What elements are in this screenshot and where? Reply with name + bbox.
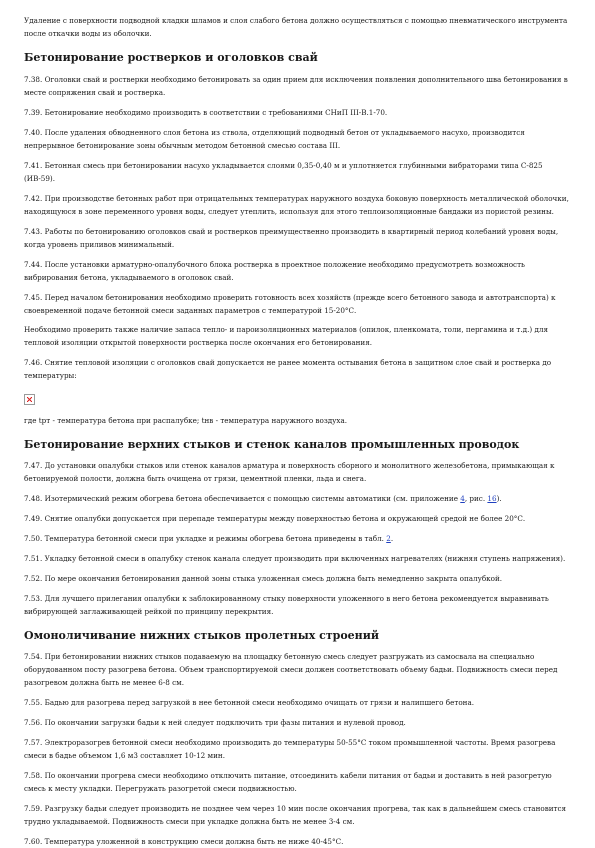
- paragraph-7-56: 7.56. По окончании загрузки бадьи к ней следует подключить три фазы питания и нулевой провод.: [24, 718, 406, 727]
- document-page: [24, 14, 572, 848]
- paragraph-7-52: 7.52. По мере окончания бетонирования данной зоны стыка уложенная смесь должна быть немедленно закрыта опалубкой.: [24, 574, 503, 583]
- paragraph-7-60: 7.60. Температура уложенной в конструкцию смеси должна быть не ниже 40-45°С.: [24, 837, 344, 846]
- paragraph-7-47: 7.47. До установки опалубки стыков или стенок каналов арматура и поверхность сборного и монолитного железобетона, примыкающая к бетонируемой полости, должна быть очищена от грязи, цементной пленки, льда и снега.: [24, 461, 555, 483]
- formula-image: [24, 390, 572, 406]
- paragraph-7-48-text-end: ).: [496, 494, 502, 503]
- paragraph-7-48: [24, 492, 572, 505]
- paragraph-7-48-text-mid: , рис.: [464, 494, 488, 503]
- paragraph-7-38: 7.38. Оголовки свай и ростверки необходимо бетонировать за один прием для исключения появления дополнительного шва бетонирования в месте сопряжения свай и ростверка.: [24, 75, 568, 97]
- broken-image-icon: [24, 394, 35, 405]
- paragraph-7-54: 7.54. При бетонировании нижних стыков подаваемую на площадку бетонную смесь следует разгружать из самосвала на специально оборудованном посту разогрева бетона. Объем транспортируемой смеси должен соответствовать объему бадьи. Подвижность смеси перед разогревом должна быть не менее 6-8 см.: [24, 652, 558, 687]
- paragraph-7-50-text-end: .: [390, 534, 394, 543]
- table-2-link[interactable]: 2: [386, 534, 391, 543]
- paragraph-7-49: 7.49. Снятие опалубки допускается при перепаде температуры между поверхностью бетона и окружающей средой не более 20°С.: [24, 514, 526, 523]
- paragraph-7-48-text-start: 7.48. Изотермический режим обогрева бетона обеспечивается с помощью системы автоматики (см. приложение: [24, 494, 461, 503]
- paragraph-7-46: 7.46. Снятие тепловой изоляции с оголовков свай допускается не ранее момента остывания бетона в защитном слое свай и ростверка до температуры:: [24, 358, 552, 380]
- formula-note: где tрт - температура бетона при распалубке; tнв - температура наружного воздуха.: [24, 416, 348, 425]
- appendix-4-link[interactable]: 4: [460, 494, 465, 503]
- figure-16-link[interactable]: 16: [487, 494, 497, 503]
- section-heading-nizhnie-styki: Омоноличивание нижних стыков пролетных строений: [24, 629, 380, 642]
- paragraph-7-57: 7.57. Электроразогрев бетонной смеси необходимо производить до температуры 50-55°С током промышленной частоты. Время разогрева смеси в бадье объемом 1,6 м3 составляет 10-12 мин.: [24, 738, 556, 760]
- paragraph-7-53: 7.53. Для лучшего прилегания опалубки к заблокированному стыку поверхности уложенного в него бетона рекомендуется выравнивать вибрирующей заглаживающей рейкой по принципу перекрытия.: [24, 594, 549, 616]
- paragraph-7-55: 7.55. Бадью для разогрева перед загрузкой в нее бетонной смеси необходимо очищать от грязи и налипшего бетона.: [24, 698, 475, 707]
- paragraph-7-59: 7.59. Разгрузку бадьи следует производить не позднее чем через 10 мин после окончания прогрева, так как в дальнейшем смесь становится трудно укладываемой. Подвижность смеси при укладке должна быть не менее 3-4 см.: [24, 804, 567, 826]
- paragraph-7-40: 7.40. После удаления обводненного слоя бетона из ствола, отделяющий подводный бетон от укладываемого насухо, производится непрерывное бетонирование зоны обычным методом бетонной смесью состава III.: [24, 128, 525, 150]
- paragraph-7-44: 7.44. После установки арматурно-опалубочного блока ростверка в проектное положение необходимо предусмотреть возможность вибрирования бетона, укладываемого в оголовок свай.: [24, 260, 525, 282]
- paragraph-7-39: 7.39. Бетонирование необходимо производить в соответствии с требованиями СНиП III-В.1-70.: [24, 108, 388, 117]
- section-heading-rostverki: Бетонирование ростверков и оголовков свай: [24, 51, 318, 64]
- section-heading-verkhnie-styki: Бетонирование верхних стыков и стенок каналов промышленных проводок: [24, 438, 520, 451]
- paragraph-7-45-b: Необходимо проверить также наличие запаса тепло- и пароизоляционных материалов (опилок, пленкомата, толи, пергамина и т.д.) для тепловой изоляции открытой поверхности ростверка после окончания его бетонирования.: [24, 325, 549, 347]
- paragraph-7-42: 7.42. При производстве бетонных работ при отрицательных температурах наружного воздуха боковую поверхность металлической оболочки, находящуюся в зоне переменного уровня воды, следует утеплить, используя для этого теплоизоляционные бандажи из пористой резины.: [24, 194, 569, 216]
- paragraph-7-50: [24, 532, 572, 545]
- paragraph-7-45: 7.45. Перед началом бетонирования необходимо проверить готовность всех хозяйств (прежде всего бетонного завода и автотранспорта) к своевременной подаче бетонной смеси заданных параметров с температурой 15-20°С.: [24, 293, 556, 315]
- paragraph-7-41: 7.41. Бетонная смесь при бетонировании насухо укладывается слоями 0,35-0,40 м и уплотняется глубинными вибраторами типа С-825 (ИВ-59).: [24, 161, 543, 183]
- paragraph-7-51: 7.51. Укладку бетонной смеси в опалубку стенок канала следует производить при включенных нагревателях (нижняя ступень напряжения).: [24, 554, 566, 563]
- intro-paragraph: Удаление с поверхности подводной кладки шламов и слоя слабого бетона должно осуществляться с помощью пневматического инструмента после откачки воды из оболочки.: [24, 16, 568, 38]
- paragraph-7-58: 7.58. По окончании прогрева смеси необходимо отключить питание, отсоединить кабели питания от бадьи и доставить в ней разогретую смесь к месту укладки. Перегружать разогретой смеси подвижностью.: [24, 771, 552, 793]
- paragraph-7-43: 7.43. Работы по бетонированию оголовков свай и ростверков преимущественно производить в квартирный период колебаний уровня воды, когда уровень приливов минимальный.: [24, 227, 559, 249]
- paragraph-7-50-text-start: 7.50. Температура бетонной смеси при укладке и режимы обогрева бетона приведены в табл.: [24, 534, 387, 543]
